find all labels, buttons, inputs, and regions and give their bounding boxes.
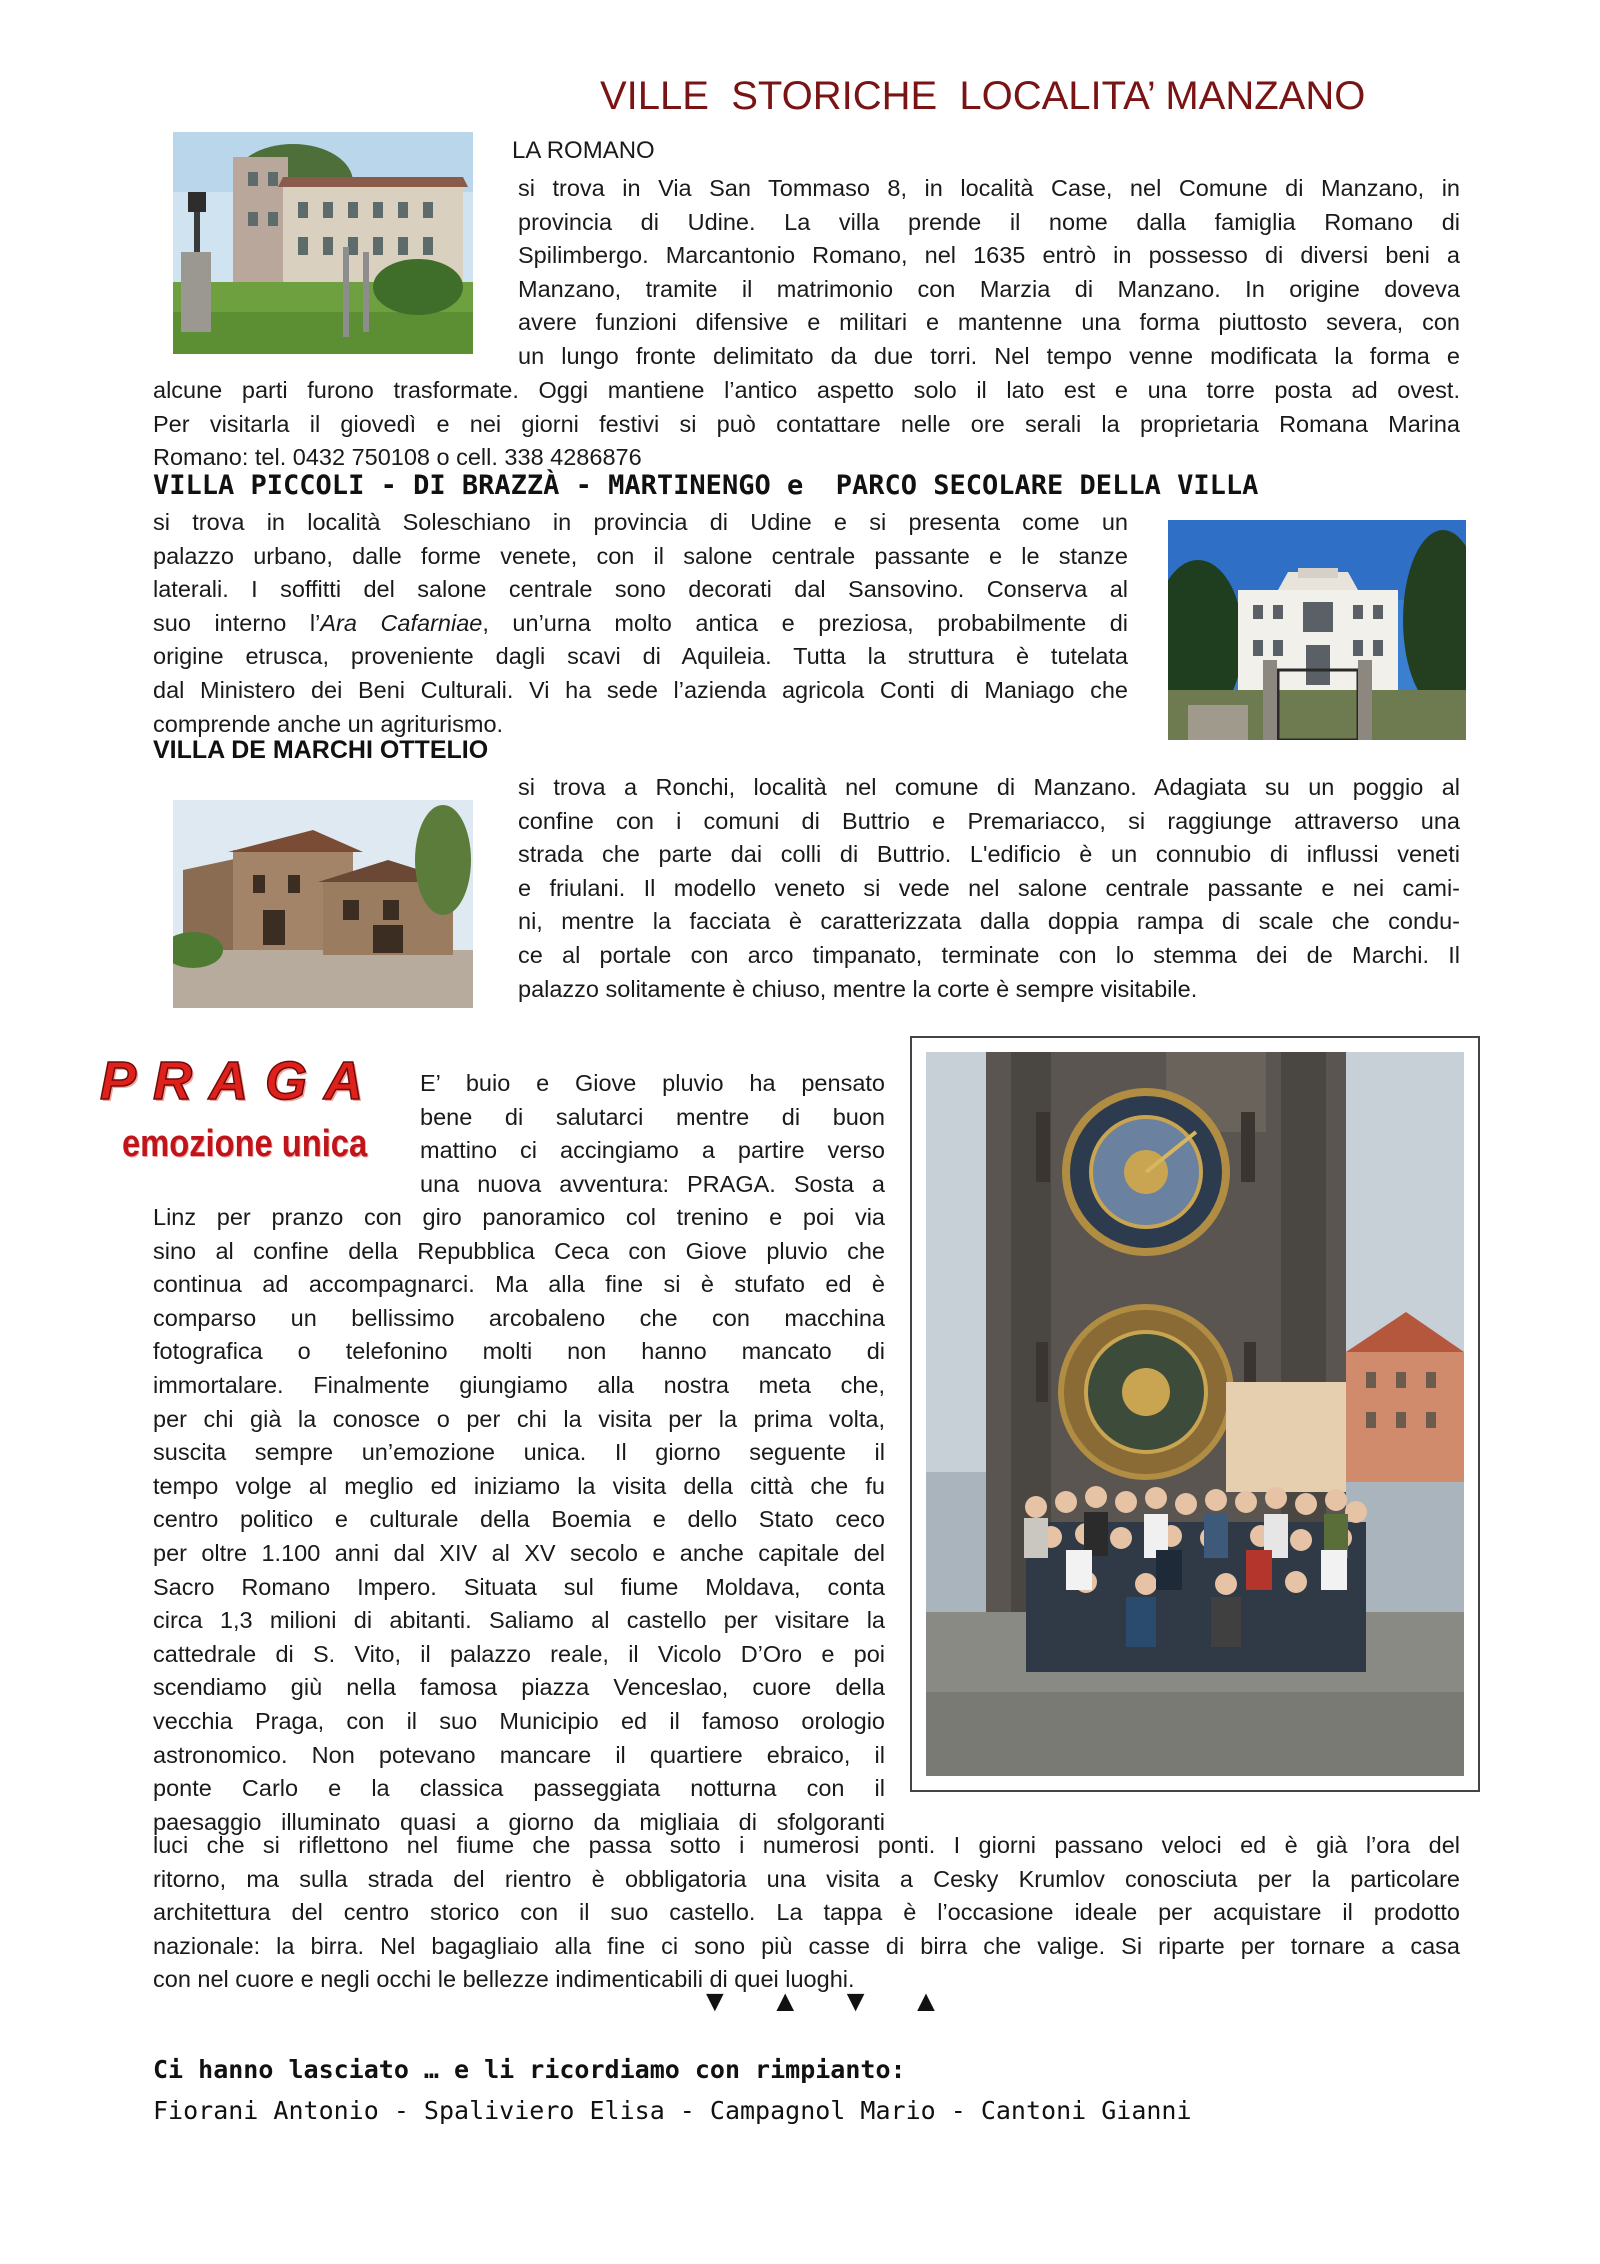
text-line: per chi già la conosce o per chi la visita per la prima volta, (153, 1405, 885, 1432)
decorative-divider: ▼ ▲ ▼ ▲ (700, 1985, 949, 2018)
text-line: tempo volge al meglio ed iniziamo la visita della città che fu (153, 1472, 885, 1499)
text-line: E’ buio e Giove pluvio ha pensato (420, 1070, 885, 1096)
villa-romano-photo (173, 132, 473, 354)
praga-subtitle: emozione unica (122, 1123, 368, 1165)
text-line: circa 1,3 milioni di abitanti. Saliamo al castello per visitare la (153, 1607, 885, 1634)
villa-de-marchi-photo (173, 800, 473, 1008)
text-line: laterali. I soffitti del salone centrale sono decorati dal Sansovino. Conserva al (153, 576, 1128, 603)
text-line: suscita sempre un’emozione unica. Il giorno seguente il (153, 1439, 885, 1466)
text-line: si trova in località Soleschiano in provincia di Udine e si presenta come un (153, 509, 1128, 535)
text-line: centro politico e culturale della Boemia e dello Stato ceco (153, 1506, 885, 1533)
praga-text-top (420, 1067, 885, 1201)
memorial-heading: Ci hanno lasciato … e li ricordiamo con rimpianto: (153, 2055, 906, 2084)
text-line: un lungo fronte delimitato da due torri. Nel tempo venne modificata la forma e (518, 342, 1460, 369)
text-line: bene di salutarci mentre di buon (420, 1103, 885, 1130)
text-line: provincia di Udine. La villa prende il nome dalla famiglia Romano di (518, 208, 1460, 235)
villa-de-marchi-text (518, 771, 1460, 1006)
text-line: luci che si riflettono nel fiume che passa sotto i numerosi ponti. I giorni passano veloci ed è già l’ora del (153, 1832, 1460, 1858)
text-line: con nel cuore e negli occhi le bellezze indimenticabili di quei luoghi. (153, 1966, 855, 1993)
text-line: avere funzioni difensive e militari e mantenne una forma piuttosto severa, con (518, 309, 1460, 336)
text-line: Sacro Romano Impero. Situata sul fiume Moldava, conta (153, 1573, 885, 1600)
text-line: continua ad accompagnarci. Ma alla fine si è stufato ed è (153, 1271, 885, 1298)
praga-text-middle (153, 1201, 885, 1839)
la-romano-text-bottom (153, 374, 1460, 475)
villa-piccoli-text (153, 506, 1128, 741)
section-heading-villa-piccoli: VILLA PICCOLI - DI BRAZZÀ - MARTINENGO e PARCO SECOLARE DELLA VILLA (153, 470, 1259, 501)
text-line: comparso un bellissimo arcobaleno che con macchina (153, 1304, 885, 1331)
praga-title: P R A G A (100, 1051, 366, 1111)
text-line: vecchia Praga, con il suo Municipio ed il famoso orologio (153, 1707, 885, 1734)
text-line: Per visitarla il giovedì e nei giorni festivi si può contattare nelle ore serali la proprietaria Romana Marina (153, 410, 1460, 437)
text-line: sino al confine della Repubblica Ceca con Giove pluvio che (153, 1237, 885, 1264)
text-line: palazzo solitamente è chiuso, mentre la corte è sempre visitabile. (518, 975, 1198, 1002)
text-line: scendiamo giù nella famosa piazza Venceslao, cuore della (153, 1674, 885, 1701)
text-line (153, 607, 1128, 641)
text-line: nazionale: la birra. Nel bagagliaio alla fine ci sono più casse di birra che valige. Si riparte per tornare a casa (153, 1932, 1460, 1959)
text-line: ni, mentre la facciata è caratterizzata dalla doppia rampa di scale che condu- (518, 908, 1460, 935)
section-heading-la-romano: LA ROMANO (512, 137, 655, 164)
text-line: ritorno, ma sulla strada del rientro è obbligatoria una visita a Cesky Krumlov conosciuta per la particolare (153, 1865, 1460, 1892)
text-line: Linz per pranzo con giro panoramico col trenino e poi via (153, 1204, 885, 1230)
text-line: ce al portale con arco timpanato, terminate con lo stemma dei de Marchi. Il (518, 941, 1460, 968)
text-line: origine etrusca, proveniente dagli scavi di Aquileia. Tutta la struttura è tutelata (153, 643, 1128, 670)
text-fragment: , un’urna molto antica e preziosa, probabilmente di (482, 609, 1128, 636)
text-line: Manzano, tramite il matrimonio con Marzia di Manzano. In origine doveva (518, 275, 1460, 302)
page-title: VILLE STORICHE LOCALITA’ MANZANO (600, 74, 1366, 118)
villa-piccoli-photo (1168, 520, 1466, 740)
text-line: cattedrale di S. Vito, il palazzo reale, il Vicolo D’Oro e poi (153, 1640, 885, 1667)
text-line: Spilimbergo. Marcantonio Romano, nel 1635 entrò in possesso di diversi beni a (518, 242, 1460, 269)
text-line: dal Ministero dei Beni Culturali. Vi ha sede l’azienda agricola Conti di Maniago che (153, 676, 1128, 703)
text-line: confine con i comuni di Buttrio e Premariacco, si raggiunge attraverso una (518, 807, 1460, 834)
praga-photo-frame (910, 1036, 1480, 1792)
text-line: e friulani. Il modello veneto si vede nel salone centrale passante e nei cami- (518, 874, 1460, 901)
text-line: mattino ci accingiamo a partire verso (420, 1137, 885, 1164)
text-line: alcune parti furono trasformate. Oggi mantiene l’antico aspetto solo il lato est e una torre posta ad ovest. (153, 377, 1460, 403)
text-line: una nuova avventura: PRAGA. Sosta a (420, 1170, 885, 1197)
text-line: Romano: tel. 0432 750108 o cell. 338 4286876 (153, 444, 642, 471)
ara-cafarniae-italic: Ara Cafarniae (320, 609, 483, 636)
section-heading-villa-de-marchi: VILLA DE MARCHI OTTELIO (153, 736, 489, 764)
text-line: comprende anche un agriturismo. (153, 710, 504, 737)
text-line: per oltre 1.100 anni dal XIV al XV secolo e anche capitale del (153, 1539, 885, 1566)
text-line: fotografica o telefonino molti non hanno mancato di (153, 1338, 885, 1365)
text-line: si trova in Via San Tommaso 8, in località Case, nel Comune di Manzano, in (518, 175, 1460, 201)
text-line: paesaggio illuminato quasi a giorno da migliaia di sfolgoranti (153, 1808, 885, 1835)
text-line: si trova a Ronchi, località nel comune di Manzano. Adagiata su un poggio al (518, 774, 1460, 800)
memorial-names: Fiorani Antonio - Spaliviero Elisa - Campagnol Mario - Cantoni Gianni (153, 2096, 1192, 2125)
text-line: astronomico. Non potevano mancare il quartiere ebraico, il (153, 1741, 885, 1768)
text-line: palazzo urbano, dalle forme venete, con il salone centrale passante e le stanze (153, 542, 1128, 569)
text-line: architettura del centro storico con il suo castello. La tappa è l’occasione ideale per acquistare il prodotto (153, 1899, 1460, 1926)
la-romano-text-top (518, 172, 1460, 374)
text-line: strada che parte dai colli di Buttrio. L'edificio è un connubio di influssi veneti (518, 841, 1460, 868)
text-line: ponte Carlo e la classica passeggiata notturna con il (153, 1775, 885, 1802)
text-fragment: suo interno l’ (153, 609, 321, 636)
text-line: immortalare. Finalmente giungiamo alla nostra meta che, (153, 1371, 885, 1398)
praga-group-photo (926, 1052, 1464, 1776)
praga-text-bottom (153, 1829, 1460, 1997)
